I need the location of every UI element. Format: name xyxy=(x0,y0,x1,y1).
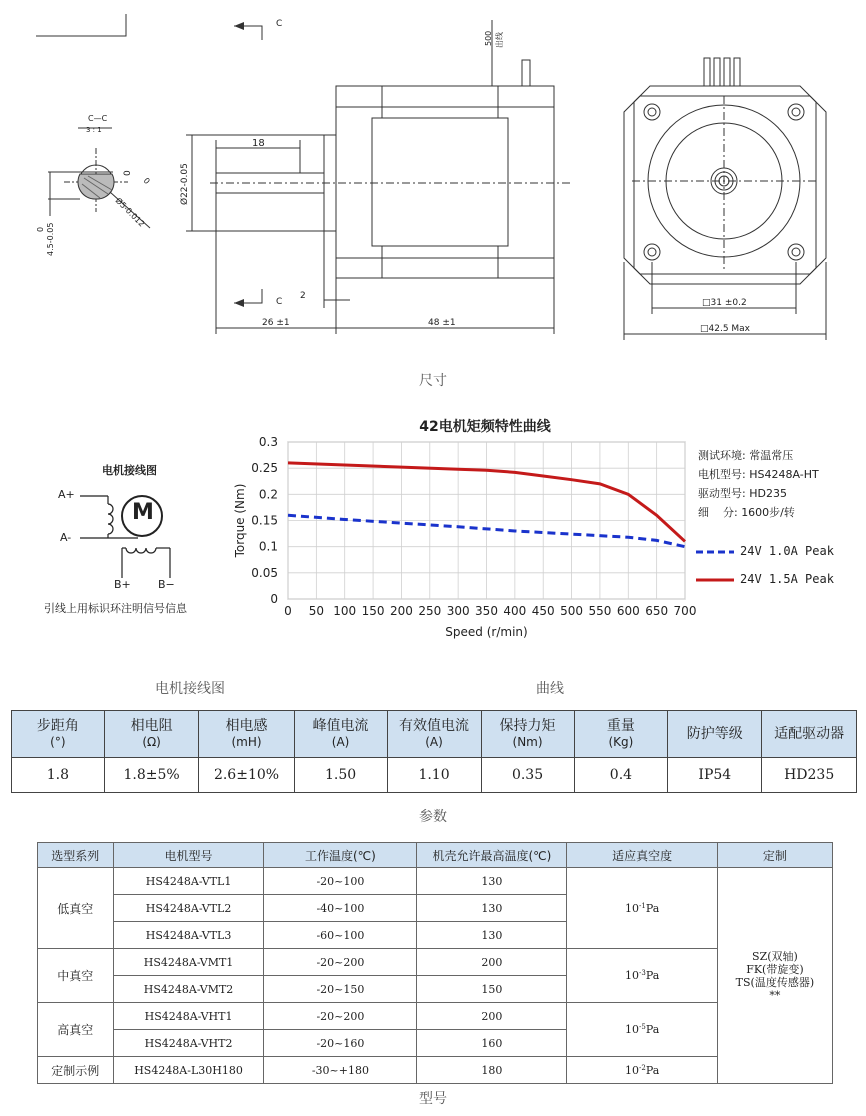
custom-options: SZ(双轴) FK(带旋变) TS(温度传感器) ** xyxy=(717,868,832,1084)
spec-value: 0.4 xyxy=(574,758,668,793)
x-tick-label: 550 xyxy=(588,604,612,618)
caption-model: 型号 xyxy=(419,1091,447,1107)
dim-d5-top: 0 xyxy=(141,176,152,186)
legend-swatches xyxy=(694,543,738,587)
max-temp-cell: 160 xyxy=(417,1030,567,1057)
model-cell: HS4248A-VTL1 xyxy=(113,868,264,895)
spec-header: 相电阻 (Ω) xyxy=(104,711,199,758)
dim-shaft-dia: Ø22-0.05 xyxy=(180,163,190,205)
x-tick-label: 350 xyxy=(475,604,498,618)
spec-value: 1.10 xyxy=(387,758,481,793)
max-temp-cell: 150 xyxy=(417,976,567,1003)
table-row xyxy=(38,1057,833,1084)
motor-side-view xyxy=(186,20,570,334)
spec-header: 适配驱动器 xyxy=(762,711,857,758)
model-header: 工作温度(℃) xyxy=(264,843,417,868)
legend-series-2: 24V 1.5A Peak xyxy=(740,572,834,586)
y-tick-label: 0.25 xyxy=(251,461,278,476)
x-tick-label: 250 xyxy=(418,604,442,618)
spec-header: 保持力矩 (Nm) xyxy=(481,711,574,758)
group-custom: 定制示例 xyxy=(38,1057,114,1084)
y-tick-label: 0 xyxy=(270,592,278,606)
y-tick-label: 0.2 xyxy=(258,487,278,502)
x-tick-label: 450 xyxy=(531,604,555,618)
dim-425: □42.5 Max xyxy=(700,324,751,334)
section-scale: 3 : 1 xyxy=(86,126,102,134)
wire-a-plus: A+ xyxy=(58,488,75,501)
max-temp-cell: 180 xyxy=(417,1057,567,1084)
max-temp-cell: 130 xyxy=(417,922,567,949)
temp-cell: -30~+180 xyxy=(264,1057,417,1084)
temp-cell: -60~100 xyxy=(264,922,417,949)
caption-curve: 曲线 xyxy=(536,681,564,697)
x-tick-label: 50 xyxy=(308,604,324,618)
c-label-top: C xyxy=(276,19,283,29)
table-row xyxy=(38,868,833,895)
spec-value: HD235 xyxy=(762,758,857,793)
vacuum-high: $10^{-5}Pa$ xyxy=(567,1003,717,1057)
spec-header-row xyxy=(12,711,857,758)
wire-b-minus: B− xyxy=(158,578,175,591)
max-temp-cell: 200 xyxy=(417,949,567,976)
spec-header: 有效值电流 (A) xyxy=(387,711,481,758)
caption-wiring: 电机接线图 xyxy=(155,681,225,697)
model-header: 适应真空度 xyxy=(567,843,717,868)
spec-table xyxy=(11,710,857,793)
spec-value-row xyxy=(12,758,857,793)
info-env: 测试环境: 常温常压 xyxy=(698,449,794,462)
section-label: C—C xyxy=(88,114,108,123)
x-tick-label: 600 xyxy=(616,604,640,618)
dim-48: 48 ±1 xyxy=(428,318,456,328)
model-cell: HS4248A-L30H180 xyxy=(113,1057,264,1084)
chart-title: 42电机矩频特性曲线 xyxy=(419,419,551,435)
spec-value: 1.50 xyxy=(294,758,387,793)
y-axis-label: Torque (Nm) xyxy=(233,483,247,558)
legend-series-1: 24V 1.0A Peak xyxy=(740,544,834,558)
wiring-note: 引线上用标识环注明信号信息 xyxy=(44,602,187,615)
model-cell: HS4248A-VHT2 xyxy=(113,1030,264,1057)
spec-header: 峰值电流 (A) xyxy=(294,711,387,758)
x-tick-label: 500 xyxy=(560,604,584,618)
caption-params: 参数 xyxy=(419,809,447,825)
model-table xyxy=(37,842,833,1084)
wire-a-minus: A- xyxy=(60,531,72,544)
info-motor: 电机型号: HS4248A-HT xyxy=(698,468,819,481)
dim-flat: 4.5-0.05 xyxy=(46,222,55,256)
vacuum-mid: $10^{-3}Pa$ xyxy=(567,949,717,1003)
temp-cell: -20~100 xyxy=(264,868,417,895)
info-microstep: 细 分: 1600步/转 xyxy=(698,506,795,519)
x-tick-label: 650 xyxy=(645,604,669,618)
dim-flat-top: 0 xyxy=(36,226,45,232)
motor-symbol: M xyxy=(132,500,154,525)
spec-header: 步距角 (°) xyxy=(12,711,105,758)
y-tick-label: 0.3 xyxy=(258,435,278,449)
x-tick-label: 400 xyxy=(503,604,527,618)
model-header: 选型系列 xyxy=(38,843,114,868)
model-header: 机壳允许最高温度(℃) xyxy=(417,843,567,868)
c-label-bottom: C xyxy=(276,297,283,307)
table-row xyxy=(38,949,833,976)
temp-cell: -20~160 xyxy=(264,1030,417,1057)
y-tick-label: 0.1 xyxy=(258,539,278,554)
dim-2: 2 xyxy=(300,291,306,301)
x-axis-label: Speed (r/min) xyxy=(445,625,528,639)
wiring-title: 电机接线图 xyxy=(102,464,157,477)
torque-chart xyxy=(230,434,700,652)
dim-d5: Ø5-0.012 xyxy=(113,196,147,229)
group-low: 低真空 xyxy=(38,868,114,949)
wire-b-plus: B+ xyxy=(114,578,131,591)
temp-cell: -20~200 xyxy=(264,1003,417,1030)
model-cell: HS4248A-VMT2 xyxy=(113,976,264,1003)
dim-lead: 500 xyxy=(484,30,493,46)
spec-value: 0.35 xyxy=(481,758,574,793)
chart-info xyxy=(698,446,819,522)
vacuum-low: $10^{-1}Pa$ xyxy=(567,868,717,949)
model-header: 定制 xyxy=(717,843,832,868)
group-mid: 中真空 xyxy=(38,949,114,1003)
model-cell: HS4248A-VTL2 xyxy=(113,895,264,922)
x-tick-label: 100 xyxy=(333,604,357,618)
y-tick-label: 0.05 xyxy=(251,565,278,580)
x-tick-label: 150 xyxy=(361,604,385,618)
temp-cell: -20~200 xyxy=(264,949,417,976)
info-driver: 驱动型号: HD235 xyxy=(698,487,787,500)
spec-header: 防护等级 xyxy=(668,711,762,758)
x-tick-label: 200 xyxy=(389,604,413,618)
temp-cell: -40~100 xyxy=(264,895,417,922)
spec-header: 相电感 (mH) xyxy=(199,711,294,758)
spec-value: 1.8±5% xyxy=(104,758,199,793)
model-header: 电机型号 xyxy=(113,843,264,868)
max-temp-cell: 200 xyxy=(417,1003,567,1030)
dim-shaft-top: 0 xyxy=(123,170,133,176)
caption-dimensions: 尺寸 xyxy=(419,373,447,389)
model-cell: HS4248A-VTL3 xyxy=(113,922,264,949)
spec-header: 重量 (Kg) xyxy=(574,711,668,758)
temp-cell: -20~150 xyxy=(264,976,417,1003)
dim-lead-sub: 出线 xyxy=(495,32,504,48)
table-row xyxy=(38,1003,833,1030)
max-temp-cell: 130 xyxy=(417,868,567,895)
spec-value: 1.8 xyxy=(12,758,105,793)
y-tick-label: 0.15 xyxy=(251,513,278,528)
x-tick-label: 0 xyxy=(284,604,292,618)
model-header-row xyxy=(38,843,833,868)
model-cell: HS4248A-VMT1 xyxy=(113,949,264,976)
dim-18: 18 xyxy=(252,138,265,149)
vacuum-custom: $10^{-2}Pa$ xyxy=(567,1057,717,1084)
dim-31: □31 ±0.2 xyxy=(702,298,747,308)
spec-value: IP54 xyxy=(668,758,762,793)
model-cell: HS4248A-VHT1 xyxy=(113,1003,264,1030)
dim-26: 26 ±1 xyxy=(262,318,290,328)
x-tick-label: 700 xyxy=(673,604,697,618)
max-temp-cell: 130 xyxy=(417,895,567,922)
spec-value: 2.6±10% xyxy=(199,758,294,793)
x-tick-label: 300 xyxy=(446,604,470,618)
group-high: 高真空 xyxy=(38,1003,114,1057)
